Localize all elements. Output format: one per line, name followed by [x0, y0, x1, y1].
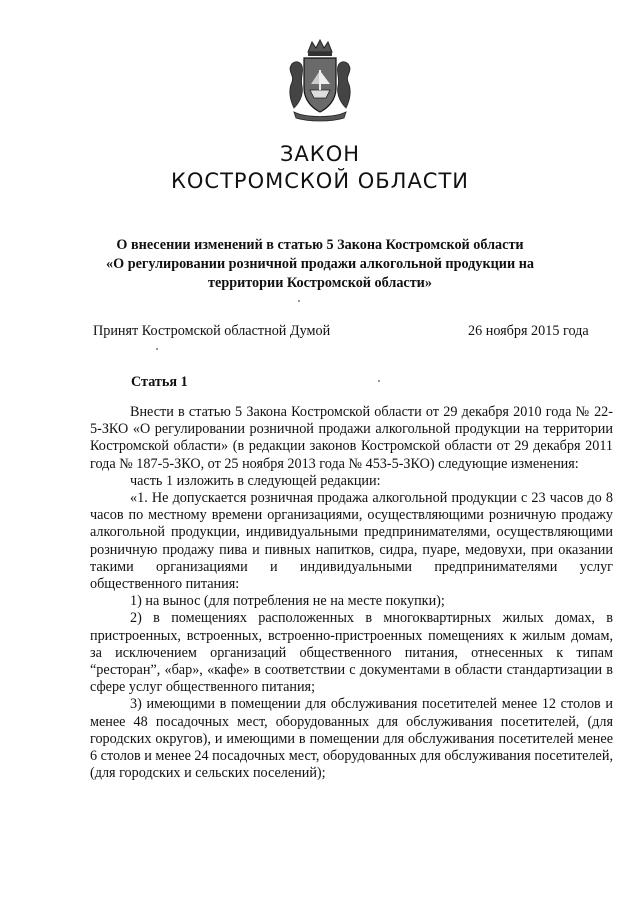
scan-speck — [378, 380, 380, 382]
law-title: ЗАКОН — [279, 142, 361, 166]
coat-of-arms-icon — [286, 38, 354, 122]
adopted-date: 26 ноября 2015 года — [468, 323, 589, 339]
scan-speck — [298, 300, 300, 302]
article-body — [90, 404, 613, 782]
law-subject — [100, 236, 540, 293]
adopted-by: Принят Костромской областной Думой — [93, 323, 331, 339]
region-title: КОСТРОМСКОЙ ОБЛАСТИ — [170, 169, 470, 193]
article-heading: Статья 1 — [131, 374, 188, 390]
subject-line: «О регулировании розничной продажи алкогольной продукции на — [106, 256, 534, 272]
paragraph: 3) имеющими в помещении для обслуживания посетителей менее 12 столов и менее 48 посадочных мест, оборудованных для обслуживания посетителей, (для городских округов), и имеющими в помещении для обслуживания посетителей менее 6 столов и менее 24 посадочных мест, оборудованных для обслуживания посетителей, (для городских и сельских поселений); — [90, 696, 613, 782]
paragraph: «1. Не допускается розничная продажа алкогольной продукции с 23 часов до 8 часов по местному времени организациями, осуществляющими розничную продажу алкогольной продукции, индивидуальными предпринимателями, осуществляющими розничную продажу пива и пивных напитков, сидра, пуаре, медовухи, при оказании такими организациями и индивидуальными предпринимателями услуг общественного питания: — [90, 490, 613, 593]
paragraph: 2) в помещениях расположенных в многоквартирных жилых домах, в пристроенных, встроенных, встроенно-пристроенных помещениях к жилым домам, за исключением организаций общественного питания, отнесенных к типам “ресторан”, «бар», «кафе» в соответствии с документами в области стандартизации в сфере услуг общественного питания; — [90, 610, 613, 696]
subject-line: территории Костромской области» — [208, 275, 432, 291]
subject-line: О внесении изменений в статью 5 Закона Костромской области — [116, 237, 524, 253]
paragraph: Внести в статью 5 Закона Костромской области от 29 декабря 2010 года № 22-5-ЗКО «О регулировании розничной продажи алкогольной продукции на территории Костромской области» (в редакции законов Костромской области от 29 декабря 2011 года № 187-5-ЗКО, от 25 ноября 2013 года № 453-5-ЗКО) следующие изменения: — [90, 404, 613, 472]
scan-speck — [156, 348, 158, 350]
paragraph: часть 1 изложить в следующей редакции: — [130, 472, 381, 489]
paragraph: 1) на вынос (для потребления не на месте покупки); — [130, 593, 445, 610]
